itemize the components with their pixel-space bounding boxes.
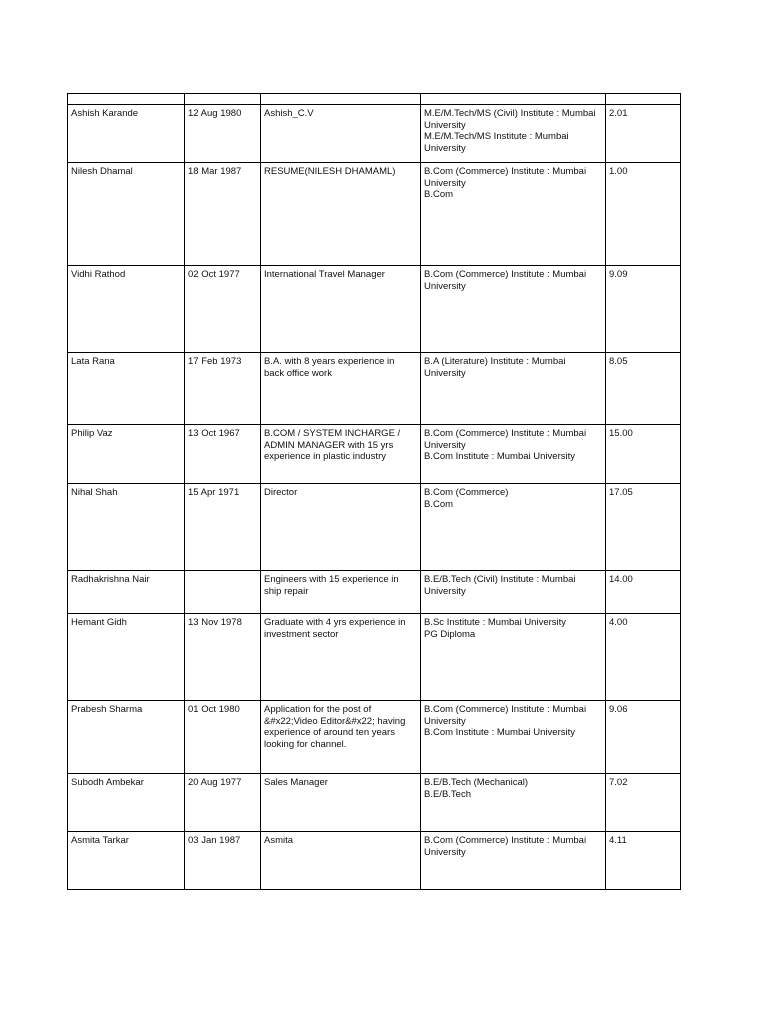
table-row: [68, 701, 681, 774]
education-cell: B.A (Literature) Institute : Mumbai University: [421, 353, 606, 425]
experience-years-cell: 1.00: [606, 163, 681, 266]
candidate-name-cell: Philip Vaz: [68, 425, 185, 484]
education-cell: B.Sc Institute : Mumbai University PG Diploma: [421, 614, 606, 701]
resume-title-cell: Director: [261, 484, 421, 571]
candidate-name-cell: Lata Rana: [68, 353, 185, 425]
education-cell: B.E/B.Tech (Civil) Institute : Mumbai University: [421, 571, 606, 614]
resume-title-cell: Asmita: [261, 832, 421, 890]
resume-title-cell: RESUME(NILESH DHAMAML): [261, 163, 421, 266]
candidate-name-cell: Prabesh Sharma: [68, 701, 185, 774]
date-of-birth-cell: [185, 571, 261, 614]
date-of-birth-cell: 17 Feb 1973: [185, 353, 261, 425]
education-cell: B.Com (Commerce) Institute : Mumbai University B.Com Institute : Mumbai University: [421, 425, 606, 484]
resume-title-cell: Engineers with 15 experience in ship repair: [261, 571, 421, 614]
header-cell: [185, 94, 261, 105]
date-of-birth-cell: 03 Jan 1987: [185, 832, 261, 890]
experience-years-cell: 4.00: [606, 614, 681, 701]
table-row: [68, 266, 681, 353]
resume-title-cell: Sales Manager: [261, 774, 421, 832]
education-cell: B.Com (Commerce) Institute : Mumbai University: [421, 832, 606, 890]
resume-title-cell: B.COM / SYSTEM INCHARGE / ADMIN MANAGER with 15 yrs experience in plastic industry: [261, 425, 421, 484]
table-row: [68, 163, 681, 266]
education-cell: B.Com (Commerce) B.Com: [421, 484, 606, 571]
education-cell: B.Com (Commerce) Institute : Mumbai University B.Com Institute : Mumbai University: [421, 701, 606, 774]
date-of-birth-cell: 18 Mar 1987: [185, 163, 261, 266]
table-row: [68, 774, 681, 832]
education-cell: B.E/B.Tech (Mechanical) B.E/B.Tech: [421, 774, 606, 832]
experience-years-cell: 14.00: [606, 571, 681, 614]
table-row: [68, 425, 681, 484]
candidate-name-cell: Radhakrishna Nair: [68, 571, 185, 614]
candidate-name-cell: Ashish Karande: [68, 105, 185, 163]
experience-years-cell: 9.06: [606, 701, 681, 774]
candidate-name-cell: Hemant Gidh: [68, 614, 185, 701]
education-cell: B.Com (Commerce) Institute : Mumbai University B.Com: [421, 163, 606, 266]
candidate-name-cell: Subodh Ambekar: [68, 774, 185, 832]
experience-years-cell: 7.02: [606, 774, 681, 832]
date-of-birth-cell: 20 Aug 1977: [185, 774, 261, 832]
date-of-birth-cell: 13 Nov 1978: [185, 614, 261, 701]
candidate-name-cell: Asmita Tarkar: [68, 832, 185, 890]
candidate-name-cell: Nihal Shah: [68, 484, 185, 571]
experience-years-cell: 9.09: [606, 266, 681, 353]
experience-years-cell: 2.01: [606, 105, 681, 163]
header-cell: [421, 94, 606, 105]
table-row: [68, 571, 681, 614]
education-cell: B.Com (Commerce) Institute : Mumbai University: [421, 266, 606, 353]
resume-title-cell: Application for the post of &#x22;Video Editor&#x22; having experience of around ten years looking for channel.: [261, 701, 421, 774]
header-row: [68, 94, 681, 105]
experience-years-cell: 4.11: [606, 832, 681, 890]
table-row: [68, 105, 681, 163]
header-cell: [606, 94, 681, 105]
header-cell: [68, 94, 185, 105]
experience-years-cell: 8.05: [606, 353, 681, 425]
resume-title-cell: Ashish_C.V: [261, 105, 421, 163]
date-of-birth-cell: 02 Oct 1977: [185, 266, 261, 353]
date-of-birth-cell: 01 Oct 1980: [185, 701, 261, 774]
resume-title-cell: Graduate with 4 yrs experience in investment sector: [261, 614, 421, 701]
table-row: [68, 484, 681, 571]
education-cell: M.E/M.Tech/MS (Civil) Institute : Mumbai University M.E/M.Tech/MS Institute : Mumbai University: [421, 105, 606, 163]
candidate-table: [67, 93, 681, 890]
candidate-name-cell: Vidhi Rathod: [68, 266, 185, 353]
resume-title-cell: International Travel Manager: [261, 266, 421, 353]
table-row: [68, 353, 681, 425]
experience-years-cell: 15.00: [606, 425, 681, 484]
resume-title-cell: B.A. with 8 years experience in back office work: [261, 353, 421, 425]
candidate-name-cell: Nilesh Dhamal: [68, 163, 185, 266]
date-of-birth-cell: 15 Apr 1971: [185, 484, 261, 571]
header-cell: [261, 94, 421, 105]
date-of-birth-cell: 13 Oct 1967: [185, 425, 261, 484]
table-row: [68, 832, 681, 890]
date-of-birth-cell: 12 Aug 1980: [185, 105, 261, 163]
experience-years-cell: 17.05: [606, 484, 681, 571]
table-row: [68, 614, 681, 701]
